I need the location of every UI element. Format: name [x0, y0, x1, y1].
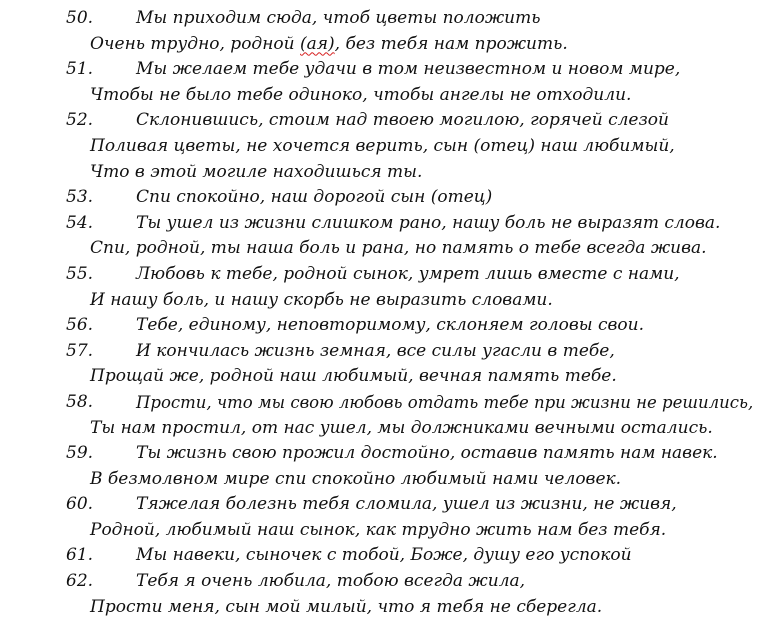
- verse-text: Прощай же, родной наш любимый, вечная память тебе.: [90, 366, 617, 387]
- verse-number: 54.: [66, 212, 94, 233]
- verse-continuation-line: [0, 236, 774, 262]
- verse-number: 51.: [66, 59, 94, 80]
- verse-first-line: [0, 492, 774, 518]
- verse-continuation-line: [0, 83, 774, 109]
- verse-first-line: [0, 262, 774, 288]
- verse-first-line: [0, 569, 774, 595]
- verse-text: Тяжелая болезнь тебя сломила, ушел из жизни, не живя,: [136, 494, 677, 515]
- verse-continuation-line: [0, 288, 774, 314]
- verse-text: Тебе, единому, неповторимому, склоняем головы свои.: [136, 315, 645, 336]
- verse-text: В безмолвном мире спи спокойно любимый нами человек.: [90, 468, 622, 489]
- verse-first-line: [0, 441, 774, 467]
- verse-first-line: [0, 6, 774, 32]
- verse-continuation-line: [0, 467, 774, 493]
- verse-text: Ты жизнь свою прожил достойно, оставив память нам навек.: [136, 443, 718, 464]
- verse-text: Родной, любимый наш сынок, как трудно жить нам без тебя.: [90, 519, 667, 540]
- verse-first-line: [0, 185, 774, 211]
- verse-text: Спи спокойно, наш дорогой сын (отец): [136, 187, 493, 208]
- verse-text: Мы навеки, сыночек с тобой, Боже, душу его успокой: [136, 545, 632, 566]
- verse-number: 57.: [66, 340, 94, 361]
- verse-number: 60.: [66, 494, 94, 515]
- verse-text: Прости меня, сын мой милый, что я тебя не сберегла.: [90, 596, 603, 617]
- verse-number: 61.: [66, 545, 94, 566]
- verse-number: 59.: [66, 443, 94, 464]
- verse-first-line: [0, 57, 774, 83]
- verse-text: Что в этой могиле находишься ты.: [90, 161, 423, 182]
- verse-text: Чтобы не было тебе одиноко, чтобы ангелы не отходили.: [90, 84, 632, 105]
- verse-first-line: [0, 108, 774, 134]
- verse-text: Очень трудно, родной (ая), без тебя нам прожить.: [90, 33, 568, 54]
- verse-number: 50.: [66, 8, 94, 28]
- verse-first-line: [0, 339, 774, 365]
- verse-continuation-line: [0, 595, 774, 620]
- verse-continuation-line: [0, 32, 774, 58]
- verse-first-line: [0, 211, 774, 237]
- spellcheck-underline: (ая): [300, 33, 335, 54]
- verse-number: 52.: [66, 110, 94, 131]
- verse-continuation-line: [0, 416, 774, 442]
- verse-continuation-line: [0, 134, 774, 160]
- verse-text: Тебя я очень любила, тобою всегда жила,: [136, 571, 526, 592]
- verse-text: Мы желаем тебе удачи в том неизвестном и новом мире,: [136, 59, 681, 80]
- verse-text: Мы приходим сюда, чтоб цветы положить: [136, 8, 541, 28]
- verse-text: Ты нам простил, от нас ушел, мы должниками вечными остались.: [90, 417, 713, 438]
- verse-number: 58.: [66, 391, 94, 412]
- verse-text: Склонившись, стоим над твоею могилою, горячей слезой: [136, 110, 669, 131]
- verse-number: 56.: [66, 315, 94, 336]
- verse-number: 53.: [66, 187, 94, 208]
- verse-number: 62.: [66, 571, 94, 592]
- verse-first-line: [0, 543, 774, 569]
- verse-continuation-line: [0, 364, 774, 390]
- verse-first-line: [0, 313, 774, 339]
- verse-text: И нашу боль, и нашу скорбь не выразить словами.: [90, 289, 553, 310]
- document-body: [0, 6, 774, 620]
- verse-text: Поливая цветы, не хочется верить, сын (отец) наш любимый,: [90, 135, 675, 156]
- verse-text: И кончилась жизнь земная, все силы угасли в тебе,: [136, 340, 615, 361]
- verse-text: Прости, что мы свою любовь отдать тебе при жизни не решились,: [136, 392, 754, 412]
- verse-number: 55.: [66, 263, 94, 284]
- verse-continuation-line: [0, 518, 774, 544]
- verse-first-line: [0, 390, 774, 416]
- verse-text: Ты ушел из жизни слишком рано, нашу боль не выразят слова.: [136, 212, 721, 233]
- verse-text: Спи, родной, ты наша боль и рана, но память о тебе всегда жива.: [90, 238, 707, 259]
- verse-text: Любовь к тебе, родной сынок, умрет лишь вместе с нами,: [136, 263, 680, 284]
- verse-continuation-line: [0, 160, 774, 186]
